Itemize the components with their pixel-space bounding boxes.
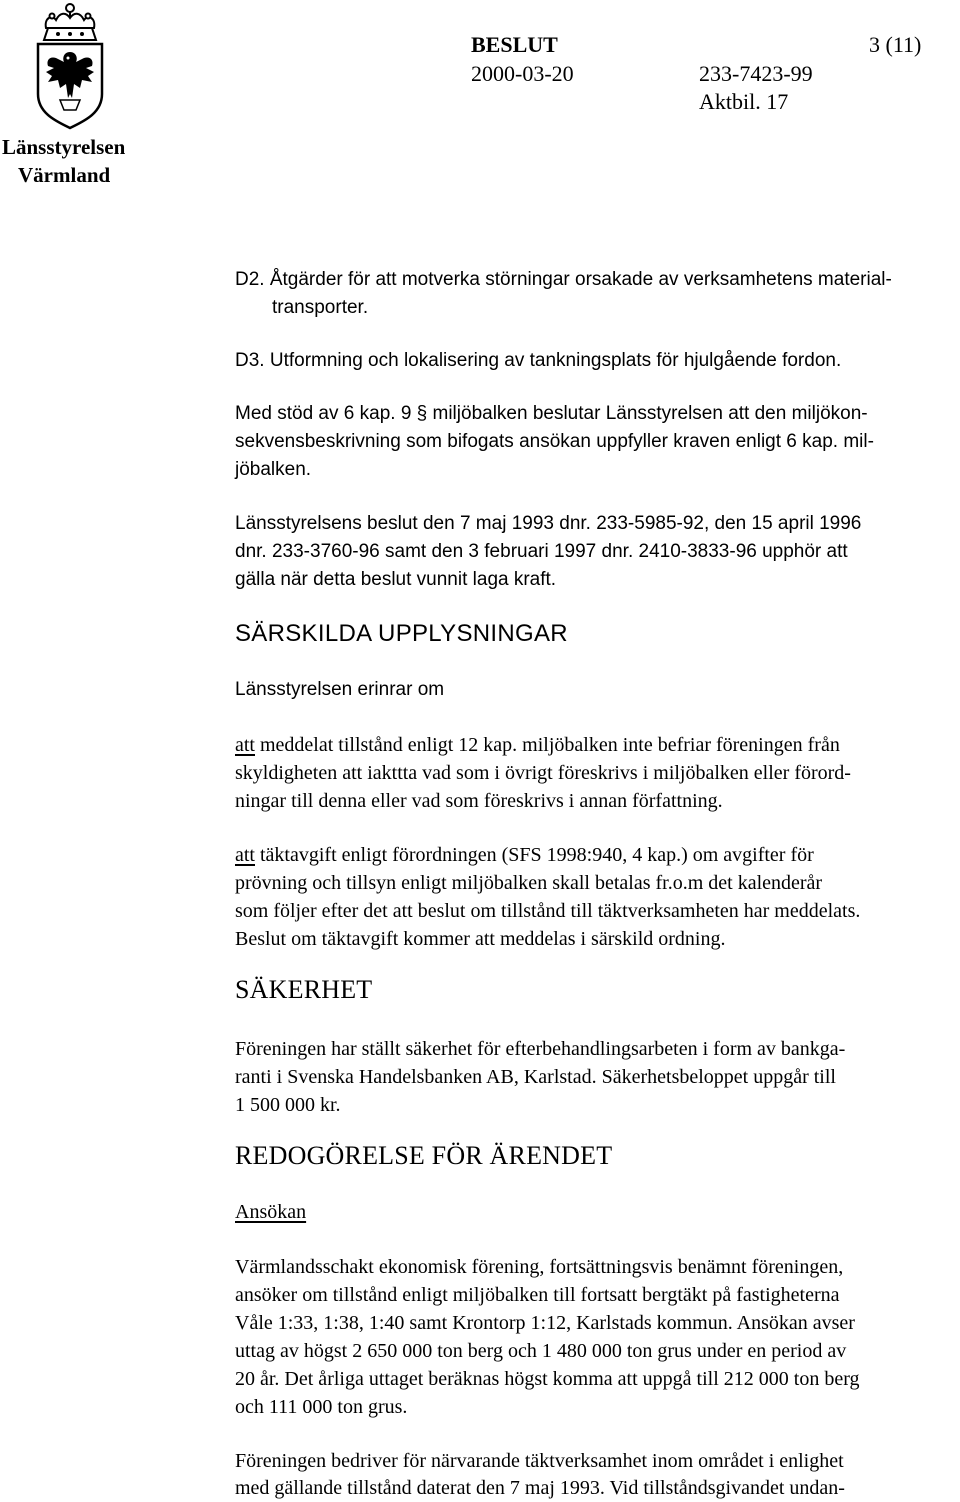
coat-of-arms-logo (30, 2, 110, 130)
section-heading-sarskilda: SÄRSKILDA UPPLYSNINGAR (235, 620, 568, 647)
attachment-number: Aktbil. 17 (699, 89, 789, 114)
sakerhet-line2: ranti i Svenska Handelsbanken AB, Karlstad. Säkerhetsbeloppet uppgår till (235, 1066, 836, 1088)
section-heading-sakerhet: SÄKERHET (235, 975, 373, 1004)
document-type: BESLUT (471, 32, 558, 57)
repeal-para-line3: gälla när detta beslut vunnit laga kraft. (235, 569, 557, 590)
ansokan-line2: ansöker om tillstånd enligt miljöbalken till fortsatt bergtäkt på fastigheterna (235, 1284, 840, 1306)
verksamhet-line1: Föreningen bedriver för närvarande täktverksamhet inom området i enlighet (235, 1450, 844, 1472)
sakerhet-line3: 1 500 000 kr. (235, 1094, 341, 1116)
item-d2-line2: transporter. (272, 297, 369, 318)
subheading-ansokan: Ansökan (235, 1201, 307, 1223)
ansokan-line4: uttag av högst 2 650 000 ton berg och 1 480 000 ton grus under en period av (235, 1340, 847, 1362)
item-d3: D3. Utformning och lokalisering av tankningsplats för hjulgående fordon. (235, 350, 842, 371)
item-d2-line1: D2. Åtgärder för att motverka störningar orsakade av verksamhetens material- (235, 269, 892, 290)
ansokan-line6: och 111 000 ton grus. (235, 1396, 408, 1418)
sarskilda-intro: Länsstyrelsen erinrar om (235, 679, 445, 700)
sarskilda-point1-line3: ningar till denna eller vad som föreskrivs i annan författning. (235, 790, 723, 812)
sakerhet-line1: Föreningen har ställt säkerhet för efterbehandlingsarbeten i form av bankga- (235, 1038, 846, 1060)
repeal-para-line2: dnr. 233-3760-96 samt den 3 februari 1997 dnr. 2410-3833-96 upphör att (235, 541, 848, 562)
sarskilda-point1-line1: att meddelat tillstånd enligt 12 kap. miljöbalken inte befriar föreningen från (235, 734, 840, 756)
ansokan-line1: Värmlandsschakt ekonomisk förening, fortsättningsvis benämnt föreningen, (235, 1256, 844, 1278)
case-number: 233-7423-99 (699, 61, 813, 86)
verksamhet-line2: med gällande tillstånd daterat den 7 maj 1993. Vid tillståndsgivandet undan- (235, 1477, 845, 1499)
org-name-line1: Länsstyrelsen (2, 135, 126, 159)
sarskilda-point2-line3: som följer efter det att beslut om tillstånd till täktverksamheten har meddelats. (235, 900, 861, 922)
ansokan-line3: Våle 1:33, 1:38, 1:40 samt Krontorp 1:12, Karlstads kommun. Ansökan avser (235, 1312, 855, 1334)
decision-para-line1: Med stöd av 6 kap. 9 § miljöbalken beslutar Länsstyrelsen att den miljökon- (235, 403, 868, 424)
att-keyword: att (235, 734, 255, 756)
sarskilda-point1-line2: skyldigheten att iakttta vad som i övrigt föreskrivs i miljöbalken eller förord- (235, 762, 851, 784)
sarskilda-point2-line2: prövning och tillsyn enligt miljöbalken skall betalas fr.o.m det kalenderår (235, 872, 823, 894)
section-heading-redogorelse: REDOGÖRELSE FÖR ÄRENDET (235, 1141, 613, 1170)
page-number: 3 (11) (869, 32, 922, 57)
document-date: 2000-03-20 (471, 61, 574, 86)
decision-para-line3: jöbalken. (235, 459, 312, 480)
att-keyword: att (235, 844, 255, 866)
sarskilda-point2-line4: Beslut om täktavgift kommer att meddelas i särskild ordning. (235, 928, 726, 950)
decision-para-line2: sekvensbeskrivning som bifogats ansökan uppfyller kraven enligt 6 kap. mil- (235, 431, 874, 452)
sarskilda-point2-line1: att täktavgift enligt förordningen (SFS 1998:940, 4 kap.) om avgifter för (235, 844, 814, 866)
repeal-para-line1: Länsstyrelsens beslut den 7 maj 1993 dnr. 233-5985-92, den 15 april 1996 (235, 513, 862, 534)
org-name-line2: Värmland (18, 163, 111, 187)
ansokan-line5: 20 år. Det årliga uttaget beräknas högst komma att uppgå till 212 000 ton berg (235, 1368, 860, 1390)
